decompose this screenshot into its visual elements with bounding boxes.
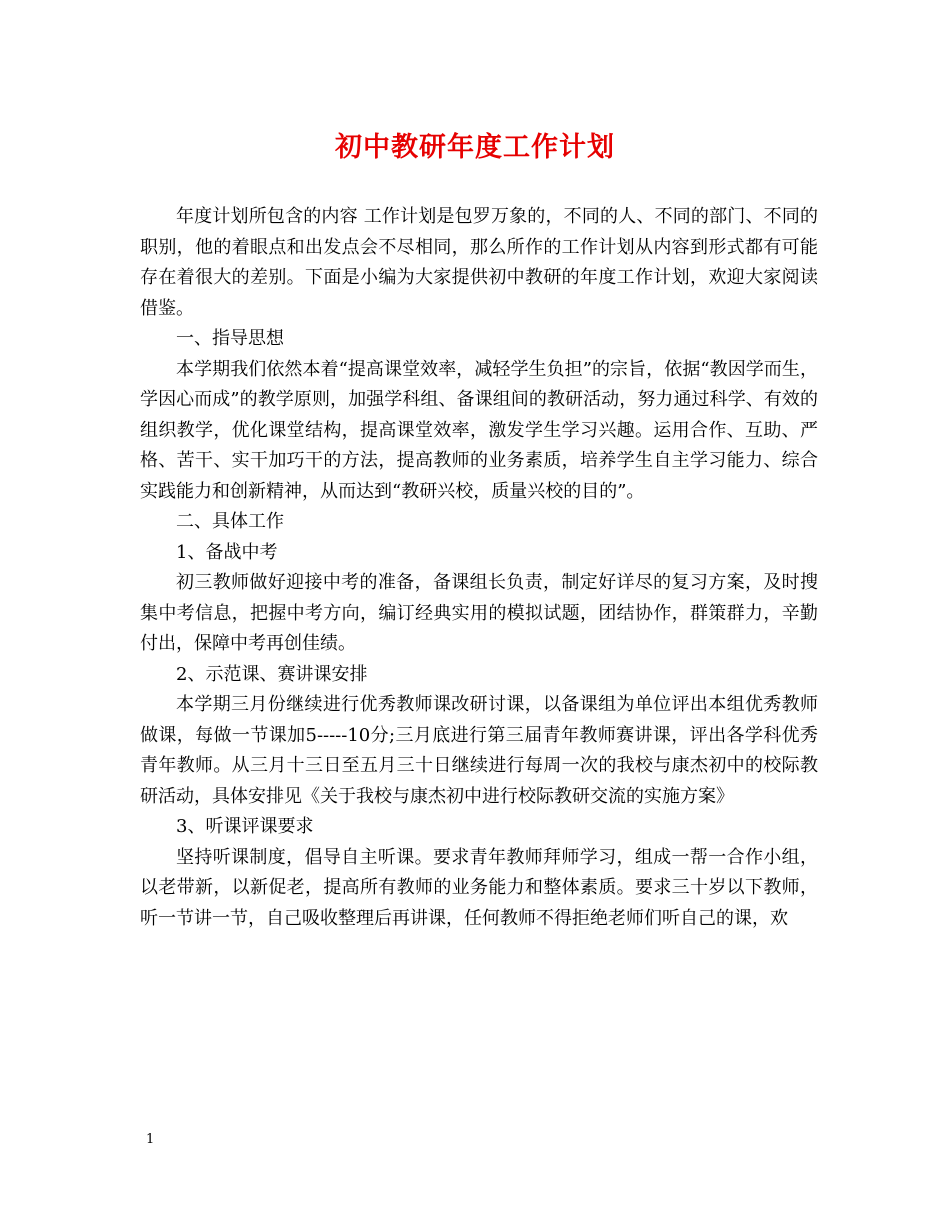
document-title: 初中教研年度工作计划 — [335, 132, 615, 163]
document-body — [140, 202, 818, 934]
guiding-ideology-paragraph: 本学期我们依然本着“提高课堂效率，减轻学生负担”的宗旨，依据“教因学而生，学因心而成”的教学原则，加强学科组、备课组间的教研活动，努力通过科学、有效的组织教学，优化课堂结构，提高课堂效率，激发学生学习兴趣。运用合作、互助、严格、苦干、实干加巧干的方法，提高教师的业务素质，培养学生自主学习能力、综合实践能力和创新精神，从而达到“教研兴校，质量兴校的目的”。 — [140, 358, 818, 502]
subheading-lesson-observation: 3、听课评课要求 — [176, 816, 314, 837]
page-number: 1 — [146, 1132, 155, 1147]
section-heading-guiding-ideology: 一、指导思想 — [176, 328, 284, 349]
subheading-demo-lessons: 2、示范课、赛讲课安排 — [176, 663, 368, 685]
exam-preparation-paragraph: 初三教师做好迎接中考的准备，备课组长负责，制定好详尽的复习方案，及时搜集中考信息，把握中考方向，编订经典实用的模拟试题，团结协作，群策群力，辛勤付出，保障中考再创佳绩。 — [140, 572, 818, 654]
subheading-exam-preparation: 1、备战中考 — [176, 541, 278, 563]
section-heading-specific-work: 二、具体工作 — [176, 511, 284, 532]
lesson-observation-paragraph: 坚持听课制度，倡导自主听课。要求青年教师拜师学习，组成一帮一合作小组，以老带新，以新促老，提高所有教师的业务能力和整体素质。要求三十岁以下教师，听一节讲一节，自己吸收整理后再讲课，任何教师不得拒绝老师们听自己的课，欢 — [140, 846, 818, 929]
demo-lessons-paragraph: 本学期三月份继续进行优秀教师课改研讨课，以备课组为单位评出本组优秀教师做课，每做一节课加5-----10分;三月底进行第三届青年教师赛讲课，评出各学科优秀青年教师。从三月十三日至五月三十日继续进行每周一次的我校与康杰初中的校际教研活动，具体安排见《关于我校与康杰初中进行校际教研交流的实施方案》 — [140, 694, 818, 807]
intro-paragraph: 年度计划所包含的内容 工作计划是包罗万象的，不同的人、不同的部门、不同的职别，他的着眼点和出发点会不尽相同，那么所作的工作计划从内容到形式都有可能存在着很大的差别。下面是小编为大家提供初中教研的年度工作计划，欢迎大家阅读借鉴。 — [140, 206, 818, 319]
